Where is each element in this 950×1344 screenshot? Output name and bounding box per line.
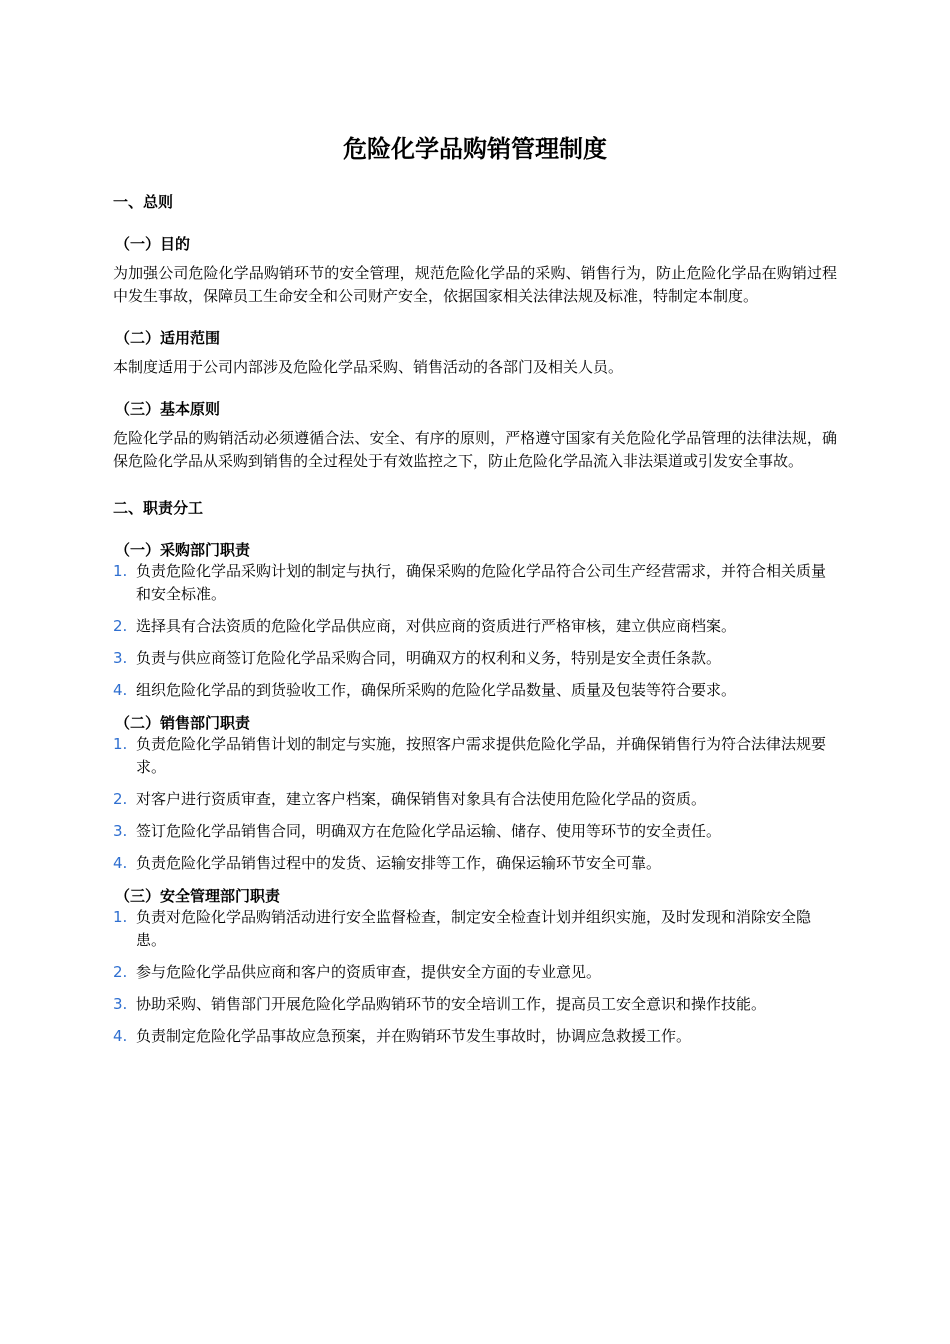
list-item-text: 负责危险化学品销售过程中的发货、运输安排等工作，确保运输环节安全可靠。 bbox=[136, 854, 662, 872]
section-heading-general: 一、总则 bbox=[113, 193, 174, 211]
list-number: 1. bbox=[113, 562, 128, 580]
list-item-text: 负责危险化学品销售计划的制定与实施，按照客户需求提供危险化学品，并确保销售行为符合法律法规要求。 bbox=[136, 735, 827, 776]
subheading-purpose: （一）目的 bbox=[115, 235, 191, 253]
list-item bbox=[113, 906, 837, 952]
subheading-scope: （二）适用范围 bbox=[115, 329, 221, 347]
paragraph-principles: 危险化学品的购销活动必须遵循合法、安全、有序的原则，严格遵守国家有关危险化学品管理的法律法规，确保危险化学品从采购到销售的全过程处于有效监控之下，防止危险化学品流入非法渠道或引发安全事故。 bbox=[113, 429, 837, 470]
list-number: 3. bbox=[113, 995, 128, 1013]
sales-duties-list bbox=[113, 733, 837, 875]
list-item-text: 选择具有合法资质的危险化学品供应商，对供应商的资质进行严格审核，建立供应商档案。 bbox=[136, 617, 737, 635]
subheading-safety-duties: （三）安全管理部门职责 bbox=[115, 887, 281, 905]
list-number: 1. bbox=[113, 735, 128, 753]
list-item-text: 负责制定危险化学品事故应急预案，并在购销环节发生事故时，协调应急救援工作。 bbox=[136, 1027, 692, 1045]
subheading-sales-duties: （二）销售部门职责 bbox=[115, 714, 251, 732]
list-item-text: 负责危险化学品采购计划的制定与执行，确保采购的危险化学品符合公司生产经营需求，并符合相关质量和安全标准。 bbox=[136, 562, 827, 603]
page-title: 危险化学品购销管理制度 bbox=[343, 135, 607, 163]
list-item bbox=[113, 679, 837, 702]
list-item bbox=[113, 961, 837, 984]
list-item bbox=[113, 1025, 837, 1048]
list-number: 2. bbox=[113, 790, 128, 808]
safety-duties-list bbox=[113, 906, 837, 1048]
list-item bbox=[113, 733, 837, 779]
list-number: 4. bbox=[113, 1027, 128, 1045]
list-item bbox=[113, 647, 837, 670]
list-item bbox=[113, 560, 837, 606]
list-number: 4. bbox=[113, 854, 128, 872]
list-item bbox=[113, 615, 837, 638]
list-number: 1. bbox=[113, 908, 128, 926]
list-number: 3. bbox=[113, 822, 128, 840]
list-item-text: 签订危险化学品销售合同，明确双方在危险化学品运输、储存、使用等环节的安全责任。 bbox=[136, 822, 722, 840]
list-item-text: 协助采购、销售部门开展危险化学品购销环节的安全培训工作，提高员工安全意识和操作技能。 bbox=[136, 995, 767, 1013]
list-number: 4. bbox=[113, 681, 128, 699]
list-item-text: 负责与供应商签订危险化学品采购合同，明确双方的权利和义务，特别是安全责任条款。 bbox=[136, 649, 722, 667]
subheading-principles: （三）基本原则 bbox=[115, 400, 221, 418]
paragraph-scope: 本制度适用于公司内部涉及危险化学品采购、销售活动的各部门及相关人员。 bbox=[113, 358, 624, 376]
subheading-purchasing-duties: （一）采购部门职责 bbox=[115, 541, 251, 559]
list-item-text: 参与危险化学品供应商和客户的资质审查，提供安全方面的专业意见。 bbox=[136, 963, 602, 981]
list-number: 2. bbox=[113, 617, 128, 635]
list-number: 3. bbox=[113, 649, 128, 667]
list-item bbox=[113, 820, 837, 843]
purchasing-duties-list bbox=[113, 560, 837, 702]
list-item bbox=[113, 993, 837, 1016]
paragraph-purpose: 为加强公司危险化学品购销环节的安全管理，规范危险化学品的采购、销售行为，防止危险化学品在购销过程中发生事故，保障员工生命安全和公司财产安全，依据国家相关法律法规及标准，特制定本制度。 bbox=[113, 264, 837, 305]
list-item-text: 组织危险化学品的到货验收工作，确保所采购的危险化学品数量、质量及包装等符合要求。 bbox=[136, 681, 737, 699]
list-item-text: 负责对危险化学品购销活动进行安全监督检查，制定安全检查计划并组织实施，及时发现和消除安全隐患。 bbox=[136, 908, 812, 949]
list-item bbox=[113, 852, 837, 875]
list-item-text: 对客户进行资质审查，建立客户档案，确保销售对象具有合法使用危险化学品的资质。 bbox=[136, 790, 707, 808]
list-number: 2. bbox=[113, 963, 128, 981]
section-heading-responsibilities: 二、职责分工 bbox=[113, 499, 204, 517]
list-item bbox=[113, 788, 837, 811]
